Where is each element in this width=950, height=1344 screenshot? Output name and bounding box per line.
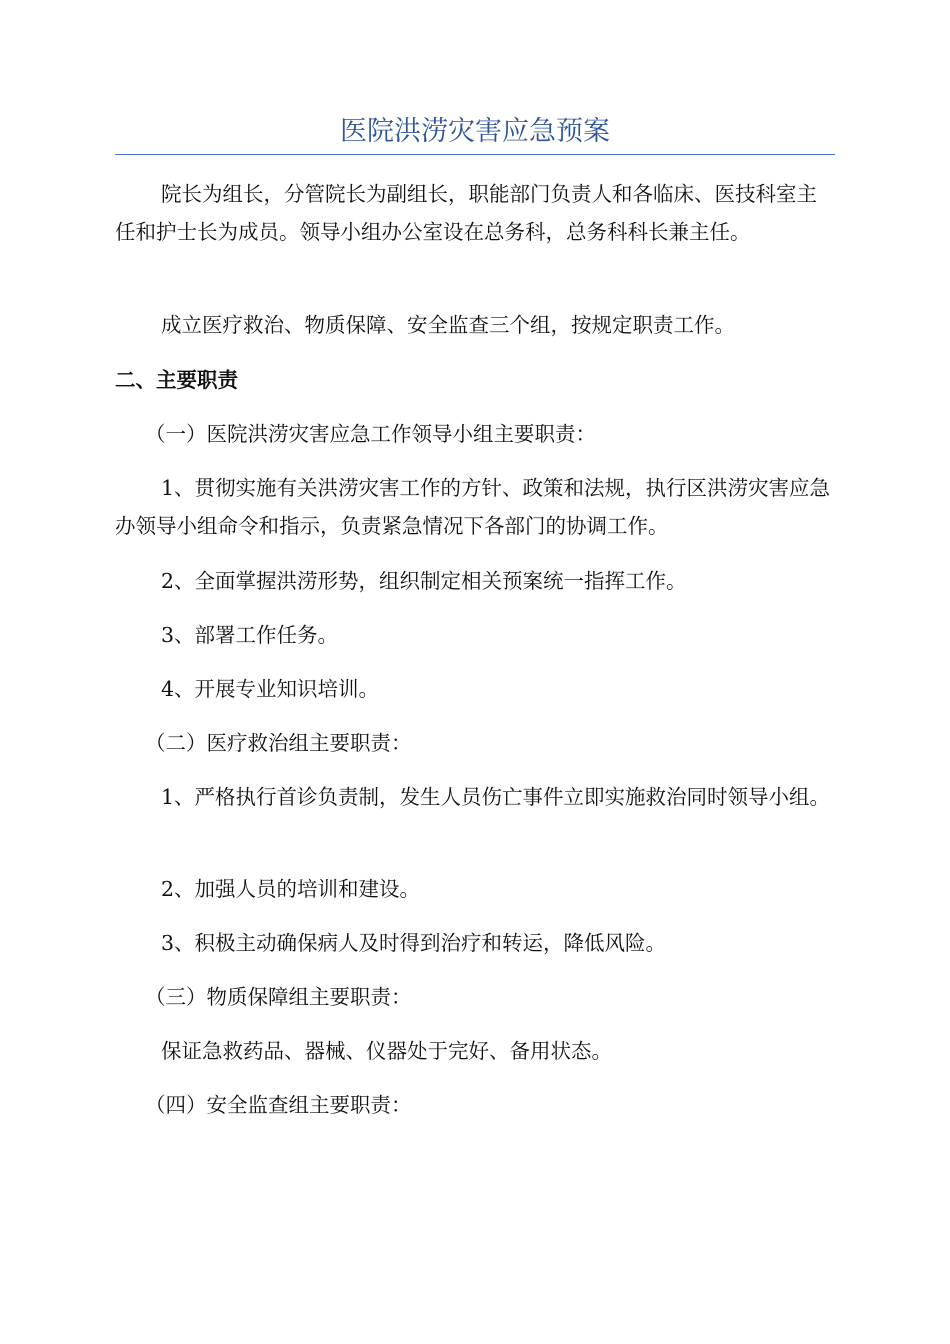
- subheading-medical-treatment-duties: （二）医疗救治组主要职责：: [145, 731, 412, 755]
- section-heading-main-duties: 二、主要职责: [115, 368, 238, 392]
- title-underline: [115, 154, 835, 155]
- paragraph-three-groups: 成立医疗救治、物质保障、安全监查三个组，按规定职责工作。: [161, 313, 735, 337]
- list-item: 3、部署工作任务。: [161, 623, 339, 647]
- list-item: 1、严格执行首诊负责制，发生人员伤亡事件立即实施救治同时领导小组。: [161, 785, 831, 809]
- list-item: 2、全面掌握洪涝形势，组织制定相关预案统一指挥工作。: [161, 569, 687, 593]
- subheading-leadership-duties: （一）医院洪涝灾害应急工作领导小组主要职责：: [145, 422, 596, 446]
- list-item: 4、开展专业知识培训。: [161, 677, 380, 701]
- paragraph-material-supply: 保证急救药品、器械、仪器处于完好、备用状态。: [161, 1039, 612, 1063]
- list-item: 3、积极主动确保病人及时得到治疗和转运，降低风险。: [161, 931, 667, 955]
- paragraph-leadership-group: 院长为组长，分管院长为副组长，职能部门负责人和各临床、医技科室主任和护士长为成员。领导小组办公室设在总务科，总务科科长兼主任。: [115, 182, 817, 244]
- list-item: 1、贯彻实施有关洪涝灾害工作的方针、政策和法规，执行区洪涝灾害应急办领导小组命令和指示，负责紧急情况下各部门的协调工作。: [115, 476, 831, 538]
- document-title: 医院洪涝灾害应急预案: [340, 116, 610, 147]
- subheading-safety-inspection-duties: （四）安全监查组主要职责：: [145, 1093, 412, 1117]
- list-item: 2、加强人员的培训和建设。: [161, 877, 421, 901]
- subheading-material-supply-duties: （三）物质保障组主要职责：: [145, 985, 412, 1009]
